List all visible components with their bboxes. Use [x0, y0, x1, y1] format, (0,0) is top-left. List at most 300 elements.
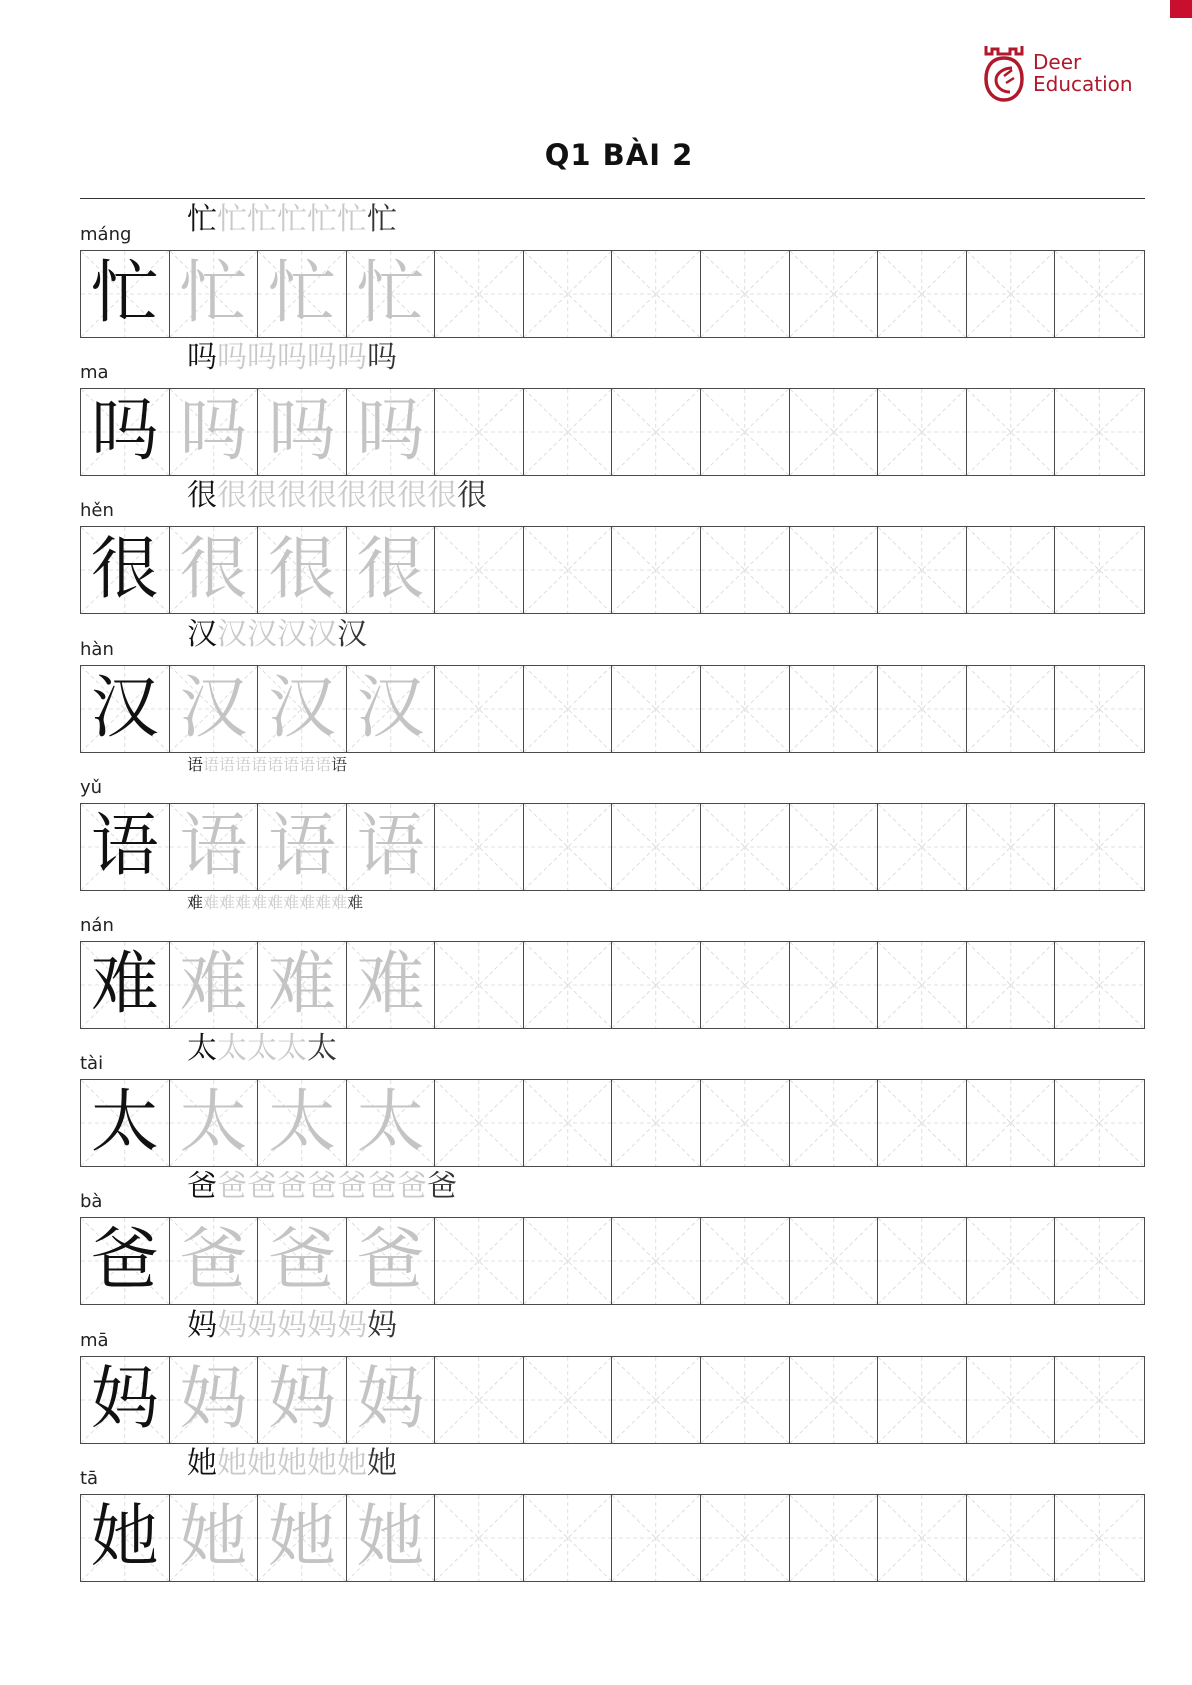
cell-guide-lines	[790, 1357, 878, 1443]
trace-character: 难	[356, 945, 425, 1024]
practice-cell[interactable]	[701, 666, 790, 752]
page-title: Q1 BÀI 2	[544, 138, 694, 172]
cell-guide-lines	[435, 1495, 523, 1581]
practice-cell[interactable]	[878, 804, 967, 890]
trace-character: 忙	[356, 254, 425, 333]
practice-cell[interactable]	[1055, 942, 1144, 1028]
writing-grid	[80, 1079, 1145, 1167]
trace-cell	[258, 1218, 347, 1304]
cell-guide-lines	[1055, 804, 1144, 890]
practice-cell[interactable]	[701, 251, 790, 337]
stroke-step: 她	[247, 1445, 277, 1481]
cell-guide-lines	[435, 1080, 523, 1166]
stroke-step: 太	[277, 1031, 307, 1067]
practice-cell[interactable]	[878, 251, 967, 337]
stroke-step: 爸	[247, 1169, 277, 1205]
practice-cell[interactable]	[612, 1495, 701, 1581]
practice-cell[interactable]	[878, 389, 967, 475]
practice-cell[interactable]	[701, 804, 790, 890]
pinyin-label: nán	[80, 915, 114, 936]
writing-grid	[80, 665, 1145, 753]
practice-cell[interactable]	[878, 1080, 967, 1166]
trace-character: 爸	[356, 1221, 425, 1301]
cell-guide-lines	[701, 804, 789, 890]
model-cell	[81, 527, 170, 613]
practice-cell[interactable]	[524, 1080, 613, 1166]
practice-cell[interactable]	[967, 1495, 1056, 1581]
pinyin-label: bà	[80, 1191, 103, 1213]
stroke-step: 爸	[217, 1169, 247, 1205]
practice-cell[interactable]	[435, 1357, 524, 1443]
stroke-step: 她	[217, 1445, 247, 1481]
model-character: 很	[90, 530, 159, 610]
trace-cell	[258, 1080, 347, 1166]
cell-guide-lines	[701, 1495, 789, 1581]
model-character: 忙	[90, 254, 159, 333]
practice-cell[interactable]	[435, 251, 524, 337]
pinyin-label: hàn	[80, 638, 114, 660]
trace-cell	[347, 666, 436, 752]
cell-guide-lines	[878, 1218, 966, 1304]
stroke-step: 很	[367, 478, 397, 514]
stroke-step: 忙	[307, 202, 337, 237]
cell-guide-lines	[701, 942, 789, 1028]
model-cell	[81, 251, 170, 337]
model-character: 难	[90, 945, 159, 1024]
stroke-step: 语	[267, 754, 284, 774]
practice-cell[interactable]	[435, 389, 524, 475]
practice-cell[interactable]	[1055, 389, 1144, 475]
practice-cell[interactable]	[1055, 666, 1144, 752]
stroke-step: 汉	[307, 616, 337, 652]
practice-cell[interactable]	[967, 1080, 1056, 1166]
stroke-order-sequence	[187, 202, 397, 238]
practice-cell[interactable]	[701, 1357, 790, 1443]
trace-cell	[347, 389, 436, 475]
practice-cell[interactable]	[967, 666, 1056, 752]
stroke-order-sequence	[187, 340, 397, 376]
stroke-order-sequence	[187, 1031, 337, 1067]
trace-character: 很	[267, 530, 336, 610]
writing-grid	[80, 941, 1145, 1029]
practice-cell[interactable]	[790, 804, 879, 890]
stroke-step: 汉	[217, 616, 247, 652]
practice-cell[interactable]	[790, 1218, 879, 1304]
cell-guide-lines	[524, 251, 612, 337]
practice-cell[interactable]	[790, 389, 879, 475]
practice-cell[interactable]	[878, 942, 967, 1028]
cell-guide-lines	[1055, 1080, 1144, 1166]
stroke-step: 吗	[217, 340, 247, 376]
practice-cell[interactable]	[524, 389, 613, 475]
writing-grid	[80, 803, 1145, 891]
practice-cell[interactable]	[612, 804, 701, 890]
cell-guide-lines	[524, 1080, 612, 1166]
stroke-step: 语	[331, 754, 348, 774]
stroke-order-sequence	[187, 1446, 397, 1482]
trace-cell	[347, 251, 436, 337]
trace-character: 爸	[179, 1221, 248, 1301]
stroke-step: 很	[217, 478, 247, 514]
practice-cell[interactable]	[967, 251, 1056, 337]
model-cell	[81, 1495, 170, 1581]
practice-cell[interactable]	[524, 251, 613, 337]
stroke-step: 爸	[187, 1169, 217, 1205]
cell-guide-lines	[524, 666, 612, 752]
pinyin-label: tài	[80, 1053, 104, 1075]
practice-cell[interactable]	[878, 666, 967, 752]
cell-guide-lines	[524, 1495, 612, 1581]
trace-character: 爸	[267, 1221, 336, 1301]
writing-grid	[80, 1494, 1145, 1582]
cell-guide-lines	[1055, 1357, 1144, 1443]
practice-cell[interactable]	[612, 666, 701, 752]
stroke-step: 语	[283, 754, 300, 774]
stroke-step: 语	[315, 754, 332, 774]
model-cell	[81, 1080, 170, 1166]
practice-cell[interactable]	[701, 1495, 790, 1581]
stroke-step: 难	[299, 893, 316, 912]
model-cell	[81, 804, 170, 890]
practice-cell[interactable]	[612, 527, 701, 613]
stroke-step: 她	[367, 1445, 397, 1481]
practice-cell[interactable]	[790, 1357, 879, 1443]
cell-guide-lines	[524, 1218, 612, 1304]
practice-cell[interactable]	[524, 1357, 613, 1443]
practice-cell[interactable]	[790, 666, 879, 752]
stroke-step: 忙	[277, 202, 307, 237]
trace-character: 难	[179, 945, 248, 1024]
trace-character: 吗	[179, 392, 248, 472]
practice-row	[80, 1029, 1145, 1167]
stroke-step: 太	[187, 1031, 217, 1067]
trace-character: 吗	[356, 392, 425, 472]
practice-cell[interactable]	[967, 1218, 1056, 1304]
practice-cell[interactable]	[878, 527, 967, 613]
practice-cell[interactable]	[790, 251, 879, 337]
cell-guide-lines	[878, 527, 966, 613]
cell-guide-lines	[967, 1080, 1055, 1166]
cell-guide-lines	[878, 1357, 966, 1443]
stroke-step: 语	[251, 754, 268, 774]
trace-cell	[258, 1495, 347, 1581]
stroke-step: 语	[203, 754, 220, 774]
trace-cell	[258, 251, 347, 337]
practice-cell[interactable]	[612, 942, 701, 1028]
deer-crest-icon	[982, 42, 1026, 104]
model-character: 语	[90, 806, 159, 886]
practice-cell[interactable]	[701, 1080, 790, 1166]
model-character: 太	[90, 1083, 159, 1163]
stroke-step: 忙	[337, 202, 367, 237]
stroke-step: 语	[299, 754, 316, 774]
practice-cell[interactable]	[790, 527, 879, 613]
practice-cell[interactable]	[967, 942, 1056, 1028]
practice-cell[interactable]	[878, 1495, 967, 1581]
trace-character: 吗	[267, 392, 336, 472]
stroke-step: 爸	[367, 1169, 397, 1205]
stroke-step: 妈	[187, 1307, 217, 1343]
practice-cell[interactable]	[435, 1080, 524, 1166]
pinyin-label: máng	[80, 224, 132, 245]
cell-guide-lines	[612, 1357, 700, 1443]
trace-character: 她	[356, 1497, 425, 1577]
stroke-step: 妈	[367, 1307, 397, 1343]
stroke-step: 太	[307, 1031, 337, 1067]
practice-cell[interactable]	[435, 1495, 524, 1581]
cell-guide-lines	[612, 666, 700, 752]
stroke-step: 忙	[247, 202, 277, 237]
cell-guide-lines	[612, 1218, 700, 1304]
model-character: 吗	[90, 392, 159, 472]
practice-cell[interactable]	[701, 527, 790, 613]
trace-cell	[170, 1357, 259, 1443]
trace-character: 太	[356, 1083, 425, 1163]
practice-cell[interactable]	[1055, 1495, 1144, 1581]
practice-cell[interactable]	[701, 389, 790, 475]
trace-cell	[258, 804, 347, 890]
cell-guide-lines	[524, 1357, 612, 1443]
practice-cell[interactable]	[878, 1218, 967, 1304]
brand-name-line1: Deer	[1033, 50, 1082, 74]
practice-cell[interactable]	[1055, 804, 1144, 890]
stroke-order-sequence	[187, 1308, 397, 1344]
stroke-step: 汉	[337, 616, 367, 652]
trace-character: 太	[267, 1083, 336, 1163]
brand-logo	[982, 42, 1133, 104]
stroke-order-sequence	[187, 755, 367, 775]
corner-accent	[1170, 0, 1192, 18]
writing-grid	[80, 1356, 1145, 1444]
practice-cell[interactable]	[435, 942, 524, 1028]
stroke-step: 难	[347, 893, 364, 912]
practice-cell[interactable]	[967, 389, 1056, 475]
cell-guide-lines	[701, 389, 789, 475]
stroke-step: 她	[307, 1445, 337, 1481]
cell-guide-lines	[878, 1080, 966, 1166]
cell-guide-lines	[878, 942, 966, 1028]
stroke-step: 吗	[367, 340, 397, 376]
cell-guide-lines	[612, 804, 700, 890]
trace-cell	[258, 666, 347, 752]
stroke-step: 妈	[307, 1307, 337, 1343]
cell-guide-lines	[967, 1218, 1055, 1304]
trace-cell	[170, 1218, 259, 1304]
practice-cell[interactable]	[1055, 1218, 1144, 1304]
model-cell	[81, 1218, 170, 1304]
cell-guide-lines	[967, 251, 1055, 337]
cell-guide-lines	[878, 666, 966, 752]
trace-cell	[258, 527, 347, 613]
stroke-order-sequence	[187, 893, 367, 913]
practice-cell[interactable]	[878, 1357, 967, 1443]
stroke-step: 爸	[427, 1169, 457, 1205]
stroke-step: 妈	[337, 1307, 367, 1343]
practice-cell[interactable]	[701, 1218, 790, 1304]
cell-guide-lines	[612, 251, 700, 337]
practice-cell[interactable]	[790, 1495, 879, 1581]
stroke-step: 她	[337, 1445, 367, 1481]
stroke-step: 妈	[277, 1307, 307, 1343]
cell-guide-lines	[524, 527, 612, 613]
trace-character: 很	[179, 530, 248, 610]
stroke-step: 忙	[217, 202, 247, 237]
trace-cell	[170, 942, 259, 1028]
practice-cell[interactable]	[524, 804, 613, 890]
practice-cell[interactable]	[524, 666, 613, 752]
practice-cell[interactable]	[612, 1218, 701, 1304]
stroke-step: 难	[235, 893, 252, 912]
cell-guide-lines	[878, 389, 966, 475]
cell-guide-lines	[435, 942, 523, 1028]
stroke-step: 语	[235, 754, 252, 774]
cell-guide-lines	[524, 389, 612, 475]
trace-character: 汉	[267, 668, 336, 748]
cell-guide-lines	[435, 804, 523, 890]
practice-cell[interactable]	[612, 389, 701, 475]
model-character: 汉	[90, 668, 159, 748]
stroke-step: 很	[277, 478, 307, 514]
stroke-order-sequence	[187, 478, 487, 514]
stroke-step: 难	[203, 893, 220, 912]
practice-cell[interactable]	[435, 527, 524, 613]
practice-cell[interactable]	[612, 1080, 701, 1166]
stroke-step: 妈	[247, 1307, 277, 1343]
trace-cell	[258, 389, 347, 475]
trace-character: 难	[267, 945, 336, 1024]
stroke-step: 很	[457, 478, 487, 514]
cell-guide-lines	[790, 527, 878, 613]
cell-guide-lines	[790, 804, 878, 890]
cell-guide-lines	[790, 1218, 878, 1304]
practice-cell[interactable]	[790, 1080, 879, 1166]
stroke-step: 爸	[277, 1169, 307, 1205]
practice-row	[80, 200, 1145, 338]
model-character: 妈	[90, 1359, 159, 1439]
trace-cell	[170, 251, 259, 337]
cell-guide-lines	[701, 1080, 789, 1166]
cell-guide-lines	[701, 1218, 789, 1304]
practice-cell[interactable]	[435, 1218, 524, 1304]
stroke-step: 爸	[337, 1169, 367, 1205]
cell-guide-lines	[1055, 1495, 1144, 1581]
stroke-step: 难	[331, 893, 348, 912]
cell-guide-lines	[790, 1080, 878, 1166]
trace-character: 汉	[179, 668, 248, 748]
cell-guide-lines	[612, 942, 700, 1028]
pinyin-label: mā	[80, 1329, 109, 1351]
stroke-step: 妈	[217, 1307, 247, 1343]
trace-cell	[170, 804, 259, 890]
model-cell	[81, 1357, 170, 1443]
cell-guide-lines	[435, 666, 523, 752]
trace-cell	[170, 1080, 259, 1166]
cell-guide-lines	[435, 389, 523, 475]
stroke-step: 很	[337, 478, 367, 514]
stroke-step: 吗	[187, 340, 217, 376]
stroke-step: 难	[187, 893, 204, 912]
trace-character: 语	[267, 806, 336, 886]
writing-grid	[80, 250, 1145, 338]
trace-cell	[347, 1080, 436, 1166]
trace-character: 太	[179, 1083, 248, 1163]
cell-guide-lines	[612, 389, 700, 475]
practice-cell[interactable]	[967, 804, 1056, 890]
trace-cell	[258, 1357, 347, 1443]
practice-cell[interactable]	[524, 1495, 613, 1581]
writing-grid	[80, 1217, 1145, 1305]
trace-character: 忙	[267, 254, 336, 333]
practice-cell[interactable]	[1055, 1357, 1144, 1443]
cell-guide-lines	[790, 942, 878, 1028]
stroke-step: 语	[219, 754, 236, 774]
practice-cell[interactable]	[790, 942, 879, 1028]
cell-guide-lines	[701, 527, 789, 613]
trace-character: 忙	[179, 254, 248, 333]
practice-cell[interactable]	[435, 666, 524, 752]
practice-row	[80, 891, 1145, 1029]
model-cell	[81, 666, 170, 752]
practice-cell[interactable]	[524, 1218, 613, 1304]
stroke-step: 忙	[187, 202, 217, 237]
cell-guide-lines	[790, 666, 878, 752]
stroke-step: 吗	[307, 340, 337, 376]
practice-cell[interactable]	[701, 942, 790, 1028]
practice-row	[80, 1306, 1145, 1444]
stroke-step: 她	[277, 1445, 307, 1481]
cell-guide-lines	[878, 1495, 966, 1581]
stroke-step: 很	[187, 478, 217, 514]
stroke-step: 吗	[337, 340, 367, 376]
cell-guide-lines	[790, 251, 878, 337]
stroke-step: 难	[251, 893, 268, 912]
stroke-step: 爸	[307, 1169, 337, 1205]
practice-cell[interactable]	[967, 1357, 1056, 1443]
trace-character: 她	[179, 1497, 248, 1577]
practice-cell[interactable]	[612, 1357, 701, 1443]
practice-cell[interactable]	[435, 804, 524, 890]
practice-cell[interactable]	[612, 251, 701, 337]
practice-cell[interactable]	[1055, 527, 1144, 613]
cell-guide-lines	[524, 804, 612, 890]
trace-character: 很	[356, 530, 425, 610]
pinyin-label: ma	[80, 362, 109, 384]
stroke-step: 很	[247, 478, 277, 514]
practice-cell[interactable]	[524, 527, 613, 613]
stroke-step: 吗	[277, 340, 307, 376]
cell-guide-lines	[967, 1357, 1055, 1443]
practice-cell[interactable]	[967, 527, 1056, 613]
trace-character: 她	[267, 1497, 336, 1577]
practice-cell[interactable]	[524, 942, 613, 1028]
trace-cell	[347, 1218, 436, 1304]
stroke-step: 爸	[397, 1169, 427, 1205]
cell-guide-lines	[967, 1495, 1055, 1581]
practice-cell[interactable]	[1055, 1080, 1144, 1166]
practice-cell[interactable]	[1055, 251, 1144, 337]
model-cell	[81, 389, 170, 475]
stroke-step: 忙	[367, 202, 397, 237]
cell-guide-lines	[878, 251, 966, 337]
stroke-step: 难	[283, 893, 300, 912]
stroke-step: 难	[219, 893, 236, 912]
trace-character: 汉	[356, 668, 425, 748]
trace-character: 妈	[356, 1359, 425, 1439]
cell-guide-lines	[612, 527, 700, 613]
trace-character: 语	[179, 806, 248, 886]
practice-row	[80, 1444, 1145, 1582]
stroke-order-sequence	[187, 617, 367, 653]
